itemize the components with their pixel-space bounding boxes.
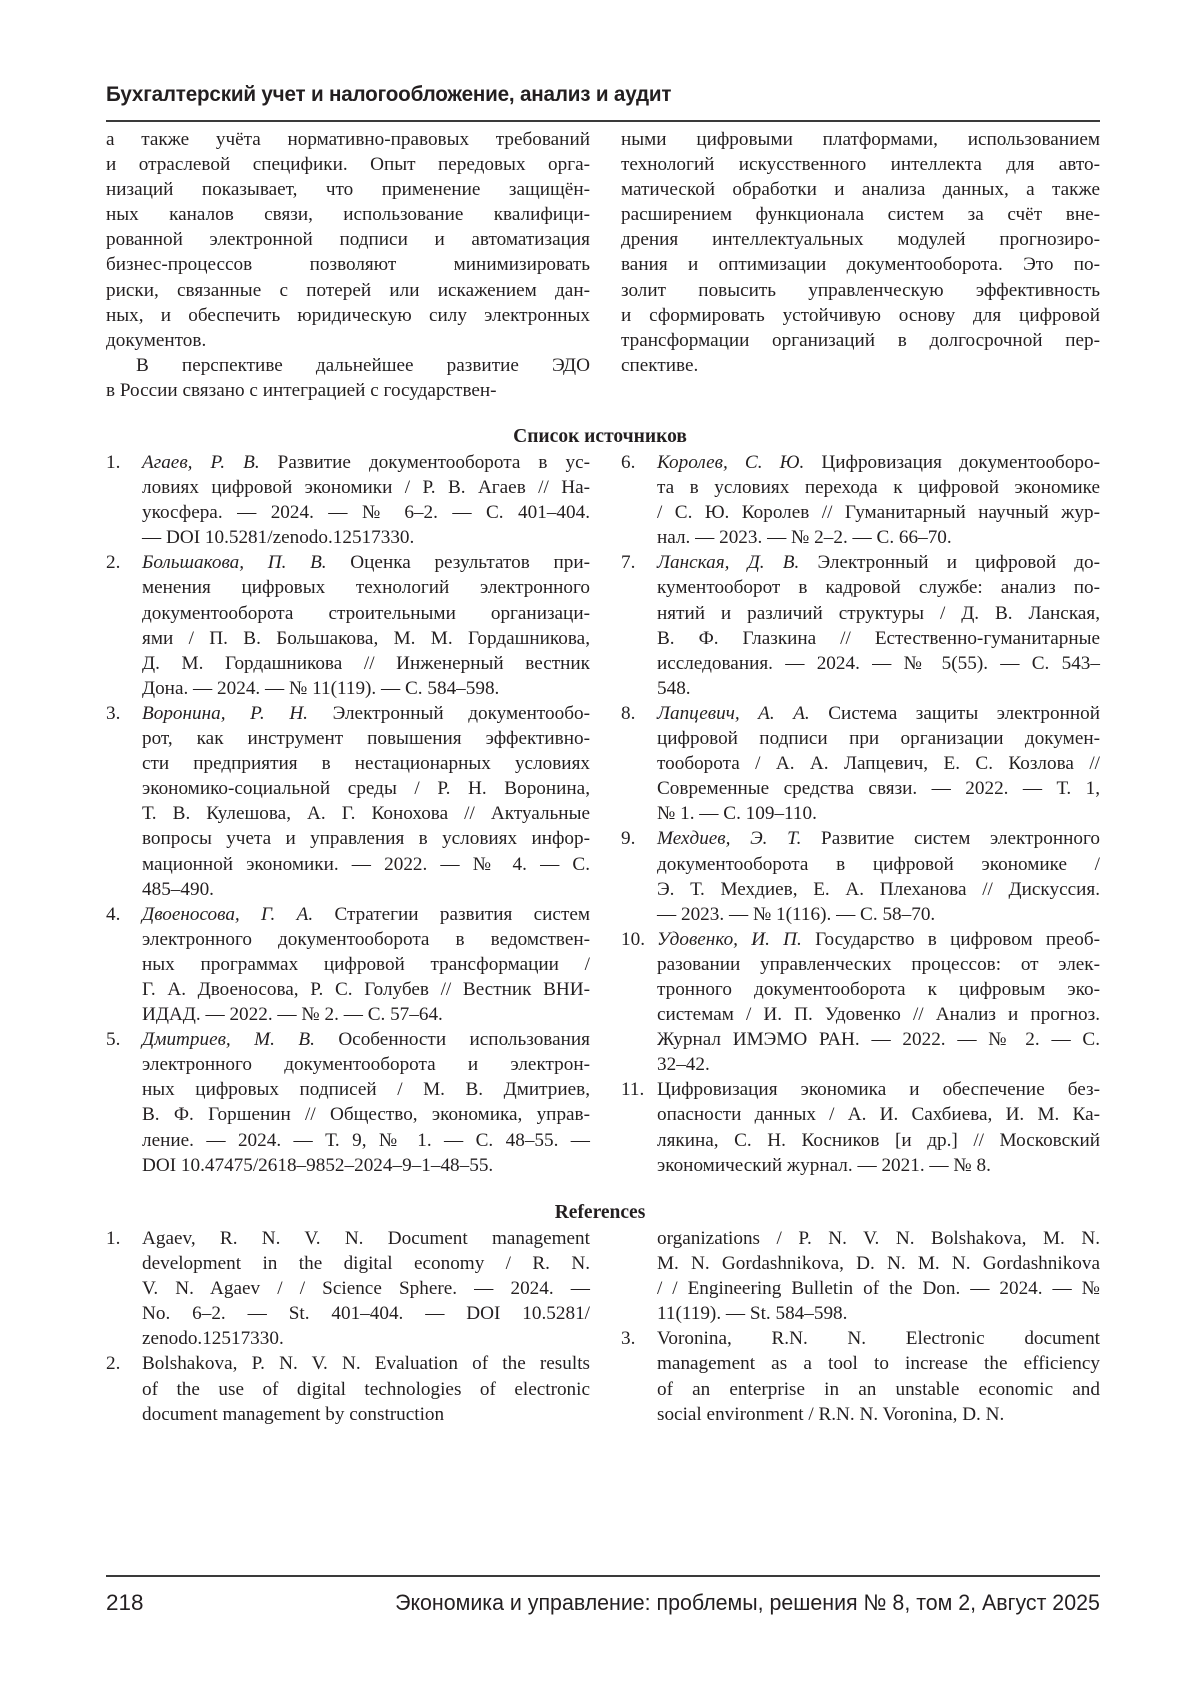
journal-title: Экономика и управление: проблемы, решения № 8, том 2, Август 2025 [395,1590,1100,1615]
text-line: расширением функционала систем за счёт вне- [621,204,1100,226]
source-number: 8. [621,702,636,724]
text-line: документов. [106,329,207,351]
reference-author: Воронина, Р. Н. [142,702,308,724]
source-number: 3. [106,702,121,724]
reference-line: 485–490. [142,878,214,900]
source-item [621,1077,1100,1177]
header-rule [106,120,1100,122]
reference-line: ями / П. В. Большакова, М. М. Гордашникова, [142,627,590,649]
reference-line: Дона. — 2024. — № 11(119). — С. 584–598. [142,677,500,699]
reference-line: В. Ф. Горшенин // Общество, экономика, управ- [142,1104,590,1126]
reference-line [142,701,590,726]
reference-line: экономико-социальной среды / Р. Н. Воронина, [142,778,590,800]
reference-line: нал. — 2023. — № 2–2. — С. 66–70. [657,527,952,549]
reference-line: / / Engineering Bulletin of the Don. — 2024. — № [657,1278,1100,1300]
reference-line: Т. В. Кулешова, А. Г. Конохова // Актуальные [142,803,590,825]
body-left-column [106,127,590,403]
references-right-column [621,1226,1100,1427]
reference-title: Оценка результатов при- [326,552,590,574]
reference-line: management as a tool to increase the efficiency [657,1353,1100,1375]
text-line: ных каналов связи, использование квалифици- [106,204,590,226]
source-number: 4. [106,903,121,925]
reference-line: of an enterprise in an unstable economic and [657,1378,1100,1400]
reference-line: zenodo.12517330. [142,1328,284,1350]
reference-line: мационной экономики. — 2022. — № 4. — С. [142,853,590,875]
reference-title: Система защиты электронной [809,702,1100,724]
reference-line [657,826,1100,851]
reference-line: электронного документооборота в ведомствен- [142,928,590,950]
reference-line: 32–42. [657,1054,710,1076]
reference-line [657,550,1100,575]
reference-line: экономический журнал. — 2021. — № 8. [657,1154,991,1176]
source-number: 5. [106,1029,121,1051]
sources-left-column [106,450,590,1178]
reference-author: Дмитриев, М. В. [142,1029,315,1051]
reference-line: ловиях цифровой экономики / Р. В. Агаев // На- [142,477,590,499]
text-line: вания и оптимизации документооборота. Это по- [621,254,1100,276]
reference-line: цифровой подписи при организации докумен- [657,728,1100,750]
reference-line: Г. А. Двоеносова, Р. С. Голубев // Вестник ВНИ- [142,978,590,1000]
reference-line: Bolshakova, P. N. V. N. Evaluation of the results [142,1353,590,1375]
text-line: матической обработки и анализа данных, а также [621,179,1100,201]
reference-line [142,550,590,575]
reference-line: Журнал ИМЭМО РАН. — 2022. — № 2. — С. [657,1029,1100,1051]
reference-author: Большакова, П. В. [142,552,327,574]
reference-line: сти предприятия в нестационарных условиях [142,753,590,775]
reference-line: документооборота строительными организаци- [142,602,590,624]
source-item [106,450,590,550]
reference-author: Королев, С. Ю. [657,452,805,473]
references-heading: References [554,1202,646,1223]
reference-title: Развитие документооборота в ус- [259,452,590,473]
reference-line: No. 6–2. — St. 401–404. — DOI 10.5281/ [142,1303,590,1325]
reference-line: of the use of digital technologies of electronic [142,1378,590,1400]
reference-title: Стратегии развития систем [313,903,590,925]
reference-line [657,701,1100,726]
reference-line: 548. [657,677,691,699]
reference-line: ИДАД. — 2022. — № 2. — С. 57–64. [142,1004,443,1026]
reference-line: ных цифровых подписей / М. В. Дмитриев, [142,1079,590,1101]
reference-line: опасности данных / А. И. Сахбиева, И. М. Ка- [657,1104,1100,1126]
reference-line: рот, как инструмент повышения эффективно- [142,728,590,750]
reference-title: Развитие систем электронного [801,828,1100,850]
text-line: в России связано с интеграцией с государствен- [106,379,497,401]
reference-line: ление. — 2024. — Т. 9, № 1. — С. 48–55. — [142,1129,590,1151]
source-item [621,701,1100,826]
text-line: рованной электронной подписи и автоматизация [106,229,590,251]
text-line: трансформации организаций в долгосрочной пер- [621,329,1100,351]
text-line: а также учёта нормативно-правовых требований [106,129,590,150]
text-line: дрения интеллектуальных модулей прогнозиро- [621,229,1100,251]
text-line: и сформировать устойчивую основу для цифровой [621,304,1100,326]
text-line: золит повысить управленческую эффективность [621,279,1100,301]
text-line: спективе. [621,354,699,376]
text-line: риски, связанные с потерей или искажением дан- [106,279,590,301]
reference-author: Удовенко, И. П. [657,928,802,950]
reference-line: organizations / P. N. V. N. Bolshakova, M. N. [657,1228,1100,1249]
reference-line: V. N. Agaev / / Science Sphere. — 2024. — [142,1278,590,1300]
source-number: 2. [106,552,121,574]
source-number: 11. [621,1079,645,1101]
reference-title: Цифровизация документооборо- [804,452,1100,473]
reference-number: 3. [621,1328,636,1350]
reference-line: — DOI 10.5281/zenodo.12517330. [142,527,415,549]
reference-title: Электронный документообо- [307,702,590,724]
source-number: 7. [621,552,636,574]
reference-line: исследования. — 2024. — № 5(55). — С. 543– [657,652,1100,674]
source-number: 9. [621,828,636,850]
source-item [106,902,590,1027]
text-line: низаций показывает, что применение защищён- [106,179,590,201]
reference-line: ных программах цифровой трансформации / [142,953,590,975]
reference-line: Э. Т. Мехдиев, Е. А. Плеханова // Дискуссия. [657,878,1100,900]
references-left-column [106,1226,590,1427]
reference-line: та в условиях перехода к цифровой экономике [657,477,1100,499]
reference-line: — 2023. — № 1(116). — С. 58–70. [657,903,936,925]
reference-line: document management by construction [142,1403,445,1425]
reference-line: DOI 10.47475/2618–9852–2024–9–1–48–55. [142,1154,494,1176]
reference-line: системам / И. П. Удовенко // Анализ и прогноз. [657,1004,1100,1026]
reference-title: Особенности использования [314,1029,590,1051]
reference-line: нятий и различий структуры / Д. В. Ланская, [657,602,1100,624]
reference-item [621,1226,1100,1326]
page-number: 218 [106,1590,144,1615]
text-line: бизнес-процессов позволяют минимизировать [106,254,590,276]
source-item [106,1027,590,1178]
reference-line: лякина, С. Н. Косников [и др.] // Московский [657,1129,1100,1151]
reference-line: документооборота в цифровой экономике / [657,853,1100,875]
reference-item [621,1326,1100,1426]
reference-line: Voronina, R.N. N. Electronic document [657,1328,1100,1350]
source-item [621,927,1100,1078]
reference-line: вопросы учета и управления в условиях инфор- [142,828,590,850]
reference-title: Электронный и цифровой до- [799,552,1101,574]
reference-line: кументооборот в кадровой службе: анализ по- [657,577,1100,599]
body-right-column [621,127,1100,378]
reference-author: Двоеносова, Г. А. [142,903,314,925]
reference-line: / С. Ю. Королев // Гуманитарный научный жур- [657,502,1100,524]
source-item [621,826,1100,926]
reference-line: social environment / R.N. N. Voronina, D. N. [657,1403,1005,1425]
reference-author: Агаев, Р. В. [142,452,260,473]
reference-line [657,450,1100,475]
reference-line: тооборота / А. А. Лапцевич, Е. С. Козлова // [657,753,1100,775]
reference-line: В. Ф. Глазкина // Естественно-гуманитарные [657,627,1100,649]
reference-line [657,927,1100,952]
reference-number: 1. [106,1228,121,1249]
source-item [621,450,1100,550]
footer-rule [106,1575,1100,1577]
reference-author: Лапцевич, А. А. [657,702,810,724]
reference-line: M. N. Gordashnikova, D. N. M. N. Gordashnikova [657,1253,1100,1275]
source-number: 1. [106,452,121,473]
reference-item [106,1226,590,1351]
reference-line: электронного документооборота и электрон- [142,1054,590,1076]
reference-title: Государство в цифровом преоб- [801,928,1101,950]
reference-line: 11(119). — St. 584–598. [657,1303,848,1325]
reference-line: development in the digital economy / R. N. [142,1253,590,1275]
reference-number: 2. [106,1353,121,1375]
text-line: В перспективе дальнейшее развитие ЭДО [136,354,590,376]
reference-line: Agaev, R. N. V. N. Document management [142,1228,590,1249]
reference-line: № 1. — С. 109–110. [657,803,817,825]
source-item [106,701,590,902]
source-item [621,550,1100,701]
reference-line [142,1027,590,1052]
source-number: 6. [621,452,636,473]
reference-line: менения цифровых технологий электронного [142,577,590,599]
reference-line: разовании управленческих процессов: от элек- [657,953,1100,975]
text-line: и отраслевой специфики. Опыт передовых орга- [106,154,590,176]
reference-line: Современные средства связи. — 2022. — Т. 1, [657,778,1100,800]
reference-author: Ланская, Д. В. [657,552,800,574]
reference-author: Мехдиев, Э. Т. [657,828,802,850]
running-header-title: Бухгалтерский учет и налогообложение, анализ и аудит [106,82,672,106]
sources-heading: Список источников [513,426,687,447]
text-line: ных, и обеспечить юридическую силу электронных [106,304,590,326]
reference-line: укосфера. — 2024. — № 6–2. — С. 401–404. [142,502,590,524]
reference-line: Д. М. Гордашникова // Инженерный вестник [142,652,590,674]
sources-right-column [621,450,1100,1178]
text-line: ными цифровыми платформами, использованием [621,129,1100,150]
reference-line [142,902,590,927]
reference-line: Цифровизация экономика и обеспечение без- [657,1079,1100,1101]
text-line: технологий искусственного интеллекта для авто- [621,154,1100,176]
reference-line: тронного документооборота к цифровым эко- [657,978,1100,1000]
source-number: 10. [621,928,645,950]
reference-line [142,450,590,475]
reference-item [106,1351,590,1426]
source-item [106,550,590,701]
